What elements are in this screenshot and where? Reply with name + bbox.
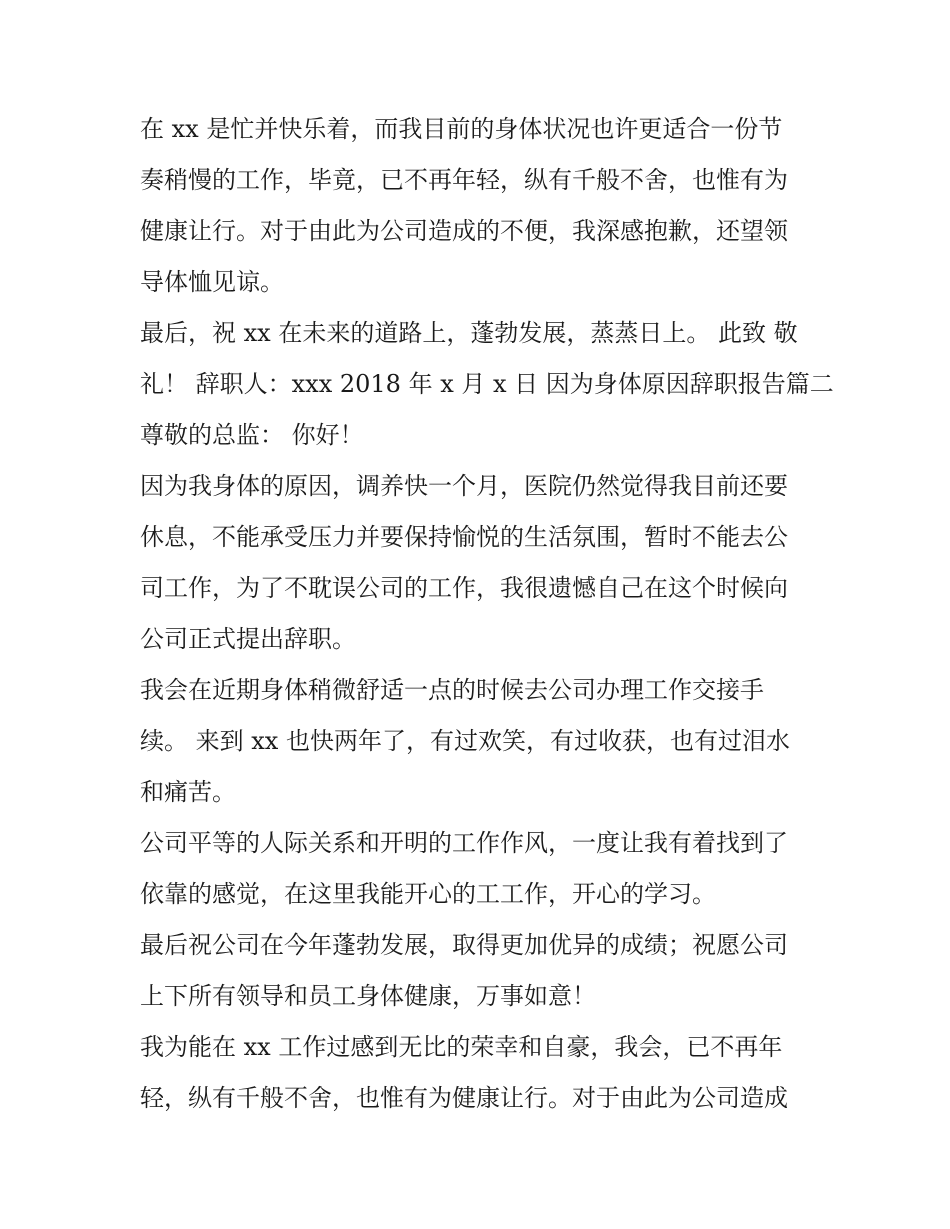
text-line: 因为我身体的原因，调养快一个月，医院仍然觉得我目前还要 — [140, 472, 788, 500]
text-line: 我会在近期身体稍微舒适一点的时候去公司办理工作交接手 — [140, 676, 764, 704]
text-line: 礼！ 辞职人：xxx 2018 年 x 月 x 日 因为身体原因辞职报告篇二 — [140, 370, 834, 398]
text-line: 导体恤见谅。 — [140, 268, 284, 296]
text-line: 依靠的感觉，在这里我能开心的工工作，开心的学习。 — [140, 880, 716, 908]
text-line: 我为能在 xx 工作过感到无比的荣幸和自豪，我会，已不再年 — [140, 1033, 783, 1061]
text-line: 司工作，为了不耽误公司的工作，我很遗憾自己在这个时候向 — [140, 574, 788, 602]
text-line: 续。 来到 xx 也快两年了，有过欢笑，有过收获，也有过泪水 — [140, 727, 790, 755]
text-line: 轻，纵有千般不舍，也惟有为健康让行。对于由此为公司造成 — [140, 1084, 788, 1112]
text-line: 最后，祝 xx 在未来的道路上，蓬勃发展，蒸蒸日上。 此致 敬 — [140, 319, 798, 347]
text-line: 健康让行。对于由此为公司造成的不便，我深感抱歉，还望领 — [140, 217, 788, 245]
text-line: 休息，不能承受压力并要保持愉悦的生活氛围，暂时不能去公 — [140, 523, 788, 551]
document-body — [140, 104, 834, 1124]
text-line: 上下所有领导和员工身体健康，万事如意！ — [140, 982, 596, 1010]
text-line: 公司平等的人际关系和开明的工作作风，一度让我有着找到了 — [140, 829, 788, 857]
text-line: 公司正式提出辞职。 — [140, 625, 356, 653]
text-line: 最后祝公司在今年蓬勃发展，取得更加优异的成绩；祝愿公司 — [140, 931, 788, 959]
text-line: 尊敬的总监： 你好！ — [140, 421, 364, 449]
text-line: 奏稍慢的工作，毕竟，已不再年轻，纵有千般不舍，也惟有为 — [140, 166, 788, 194]
text-line: 和痛苦。 — [140, 778, 236, 806]
text-line: 在 xx 是忙并快乐着，而我目前的身体状况也许更适合一份节 — [140, 115, 783, 143]
